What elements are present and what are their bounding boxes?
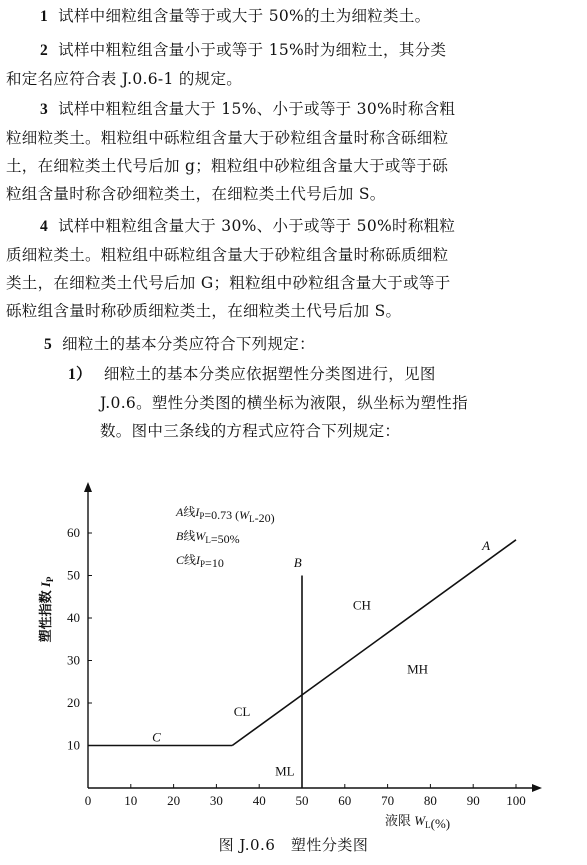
- x-tick-label: 10: [124, 793, 138, 808]
- y-axis-title: 塑性指数 $I_P$: [38, 576, 55, 643]
- y-tick-label: 40: [67, 610, 80, 625]
- paragraph-text: 试样中粗粒组含量大于 15%、小于或等于 30%时称含粗: [58, 100, 456, 118]
- paragraph-4: [6, 212, 580, 325]
- x-axis-title: 液限 $W_L(\%)$: [385, 813, 451, 831]
- paragraph-text: 数。图中三条线的方程式应符合下列规定：: [100, 422, 401, 440]
- y-tick-label: 10: [67, 737, 80, 753]
- y-tick-label: 20: [67, 695, 80, 710]
- x-tick-label: 60: [338, 793, 352, 808]
- figure-caption: 图 J.0.6 塑性分类图: [218, 836, 369, 854]
- plasticity-chart: [0, 472, 587, 832]
- line-label-B: B: [293, 555, 302, 570]
- paragraph-text: 试样中粗粒组含量小于或等于 15%时为细粒土，其分类: [58, 41, 447, 59]
- y-tick-label: 60: [67, 525, 80, 540]
- x-axis-arrow: [532, 784, 542, 792]
- line-label-C: C: [152, 729, 161, 745]
- x-tick-label: 50: [295, 793, 309, 808]
- paragraph-text: 试样中粗粒组含量大于 30%、小于或等于 50%时称粗粒: [58, 217, 456, 235]
- y-tick-label: 30: [67, 652, 80, 668]
- x-tick-label: 0: [84, 793, 92, 808]
- y-tick-label: 50: [67, 567, 80, 583]
- paragraph-text: 试样中细粒组含量等于或大于 50%的土为细粒类土。: [58, 7, 431, 25]
- paragraph-text: 粒组含量时称含砂细粒类土，在细粒类土代号后加 S。: [6, 185, 386, 203]
- paragraph-text: 细粒土的基本分类应符合下列规定：: [62, 335, 315, 353]
- region-label-MH: MH: [407, 661, 429, 677]
- x-tick-label: 40: [252, 793, 266, 808]
- region-label-CH: CH: [352, 597, 371, 613]
- item-number: 5: [44, 336, 53, 353]
- paragraph-text: 类土，在细粒类土代号后加 G；粗粒组中砂粒组含量大于或等于: [6, 274, 451, 292]
- paragraph-5-1: [68, 360, 580, 445]
- equation-label: B线$W_L=50\%$: [176, 529, 240, 546]
- item-number: 1: [40, 8, 49, 25]
- paragraph-5: [44, 330, 580, 359]
- item-number: 1）: [68, 366, 92, 383]
- paragraph-text: 细粒土的基本分类应依据塑性分类图进行，见图: [103, 365, 436, 383]
- equation-label: C线$I_P=10$: [176, 553, 224, 570]
- y-axis-arrow: [84, 482, 92, 492]
- paragraph-text: 土，在细粒类土代号后加 g；粗粒组中砂粒组含量大于或等于砾: [6, 157, 449, 175]
- x-tick-label: 80: [423, 793, 437, 808]
- equation-label: A线$I_P=0.73$ $(W_L-20)$: [176, 505, 275, 525]
- paragraph-3: [6, 95, 580, 208]
- item-number: 4: [40, 218, 49, 235]
- paragraph-text: 砾粒组含量时称砂质细粒类土，在细粒类土代号后加 S。: [6, 302, 402, 320]
- x-tick-label: 90: [466, 793, 480, 808]
- item-number: 3: [40, 101, 49, 118]
- region-label-ML: ML: [275, 763, 295, 779]
- x-tick-label: 100: [506, 793, 526, 808]
- paragraph-1: [6, 2, 580, 31]
- line-label-A: A: [482, 538, 491, 553]
- x-tick-label: 70: [381, 793, 395, 808]
- paragraph-text: J.0.6。塑性分类图的横坐标为液限，纵坐标为塑性指: [100, 394, 468, 412]
- x-tick-label: 30: [209, 793, 223, 808]
- paragraph-2: [6, 36, 580, 93]
- paragraph-text: 质细粒类土。粗粒组中砾粒组含量大于砂粒组含量时称砾质细粒: [6, 246, 449, 264]
- region-label-CL: CL: [233, 703, 251, 719]
- item-number: 2: [40, 42, 49, 59]
- paragraph-text: 粒细粒类土。粗粒组中砾粒组含量大于砂粒组含量时称含砾细粒: [6, 129, 449, 147]
- series-line-A: [232, 540, 516, 746]
- paragraph-text: 和定名应符合表 J.0.6-1 的规定。: [6, 70, 243, 88]
- x-tick-label: 20: [167, 793, 181, 808]
